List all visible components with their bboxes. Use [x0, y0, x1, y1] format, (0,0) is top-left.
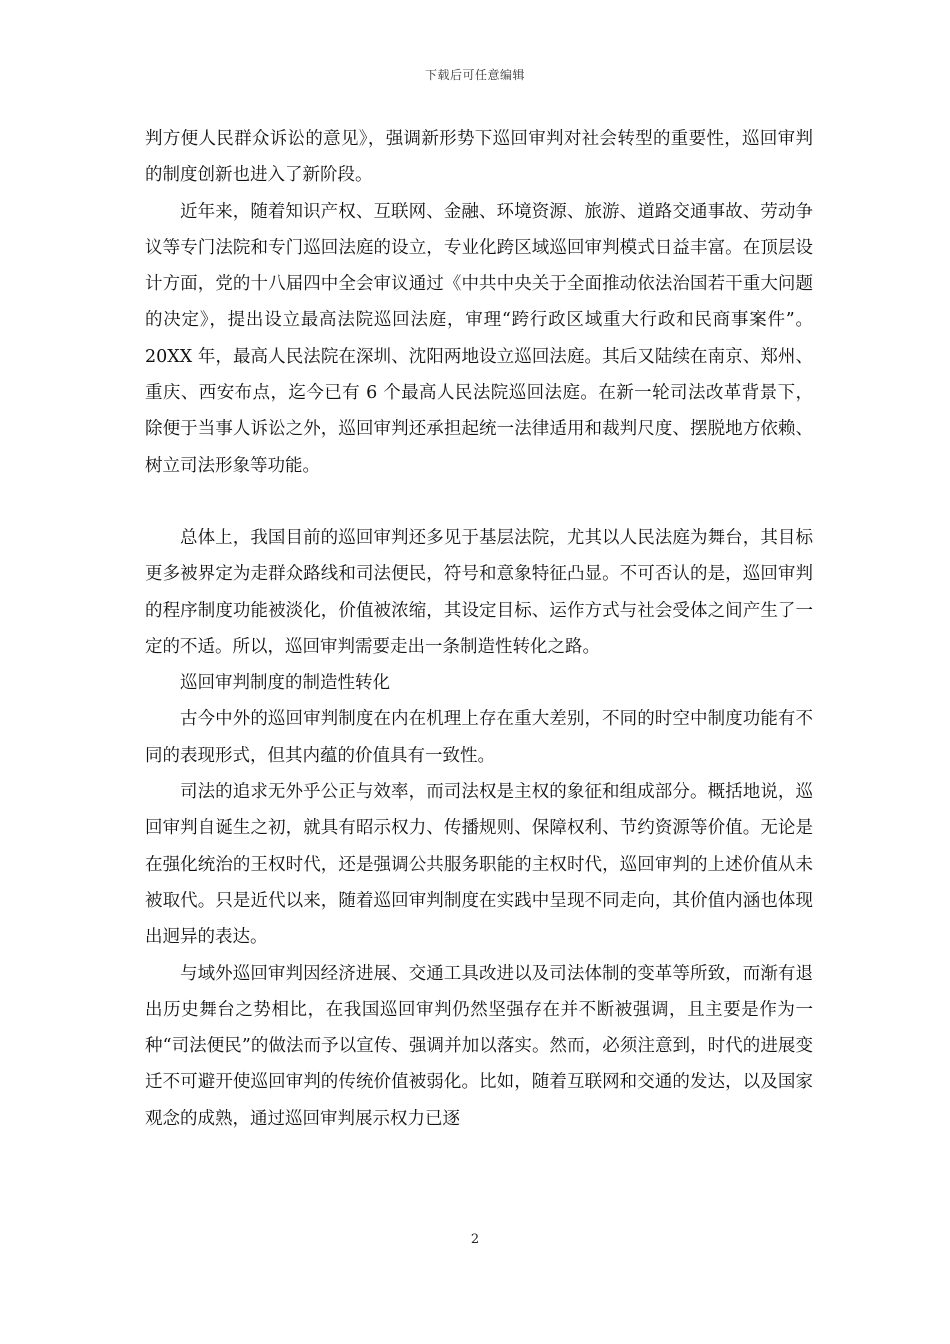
- paragraph: 与域外巡回审判因经济进展、交通工具改进以及司法体制的变革等所致，而渐有退出历史舞台之势相比，在我国巡回审判仍然坚强存在并不断被强调，且主要是作为一种“司法便民”的做法而予以宣传、强调并加以落实。然而，必须注意到，时代的进展变迁不可避开使巡回审判的传统价值被弱化。比如，随着互联网和交通的发达，以及国家观念的成熟，通过巡回审判展示权力已逐: [145, 963, 813, 1129]
- paragraph: 总体上，我国目前的巡回审判还多见于基层法院，尤其以人民法庭为舞台，其目标更多被界定为走群众路线和司法便民，符号和意象特征凸显。不可否认的是，巡回审判的程序制度功能被淡化，价值被浓缩，其设定目标、运作方式与社会受体之间产生了一定的不适。所以，巡回审判需要走出一条制造性转化之路。: [145, 527, 813, 657]
- paragraph: 近年来，随着知识产权、互联网、金融、环境资源、旅游、道路交通事故、劳动争议等专门法院和专门巡回法庭的设立，专业化跨区域巡回审判模式日益丰富。在顶层设计方面，党的十八届四中全会审议通过《中共中央关于全面推动依法治国若干重大问题的决定》，提出设立最高法院巡回法庭，审理“跨行政区域重大行政和民商事案件”。20XX 年，最高人民法院在深圳、沈阳两地设立巡回法庭。其后又陆续在南京、郑州、重庆、西安布点，迄今已有 6 个最高人民法院巡回法庭。在新一轮司法改革背景下，除便于当事人诉讼之外，巡回审判还承担起统一法律适用和裁判尺度、摆脱地方依赖、树立司法形象等功能。: [145, 201, 813, 476]
- page-header: 下载后可任意编辑: [424, 68, 525, 82]
- section-heading: 巡回审判制度的制造性转化: [180, 673, 390, 694]
- blank-line: [145, 484, 813, 520]
- paragraph: 司法的追求无外乎公正与效率，而司法权是主权的象征和组成部分。概括地说，巡回审判自诞生之初，就具有昭示权力、传播规则、保障权利、节约资源等价值。无论是在强化统治的王权时代，还是强调公共服务职能的主权时代，巡回审判的上述价值从未被取代。只是近代以来，随着巡回审判制度在实践中呈现不同走向，其价值内涵也体现出迥异的表达。: [145, 782, 813, 948]
- document-body: [145, 121, 813, 1137]
- page-number: 2: [470, 1232, 480, 1247]
- paragraph: 古今中外的巡回审判制度在内在机理上存在重大差别，不同的时空中制度功能有不同的表现形式，但其内蕴的价值具有一致性。: [145, 709, 813, 766]
- paragraph-continuation: 判方便人民群众诉讼的意见》，强调新形势下巡回审判对社会转型的重要性，巡回审判的制度创新也进入了新阶段。: [145, 129, 813, 186]
